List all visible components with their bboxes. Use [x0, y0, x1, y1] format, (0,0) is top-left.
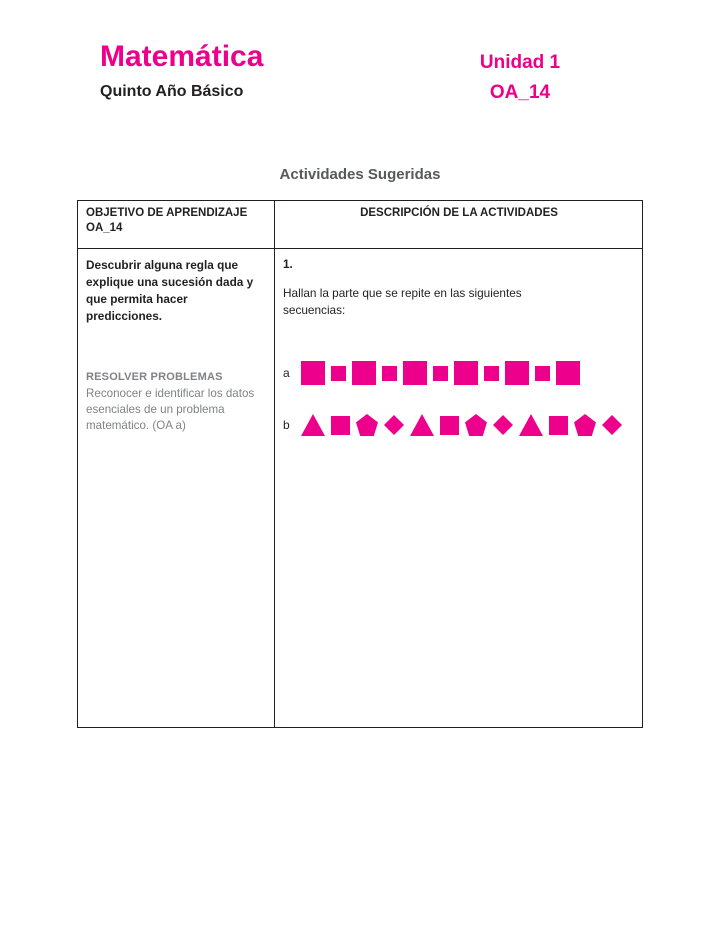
- square-icon: [556, 361, 580, 385]
- sequence-row-a: [283, 353, 580, 393]
- oa-code-label: OA_14: [489, 82, 551, 103]
- square-icon: [505, 361, 529, 385]
- skill-block: [86, 371, 266, 434]
- square-icon: [549, 416, 568, 435]
- pentagon-icon: [574, 414, 596, 436]
- unit-label: Unidad 1: [479, 52, 561, 73]
- diamond-icon: [602, 415, 622, 435]
- sequence-shapes-a: [301, 353, 580, 393]
- square-icon: [484, 366, 499, 381]
- activities-table: [77, 200, 643, 728]
- subject-title: Matemática: [100, 40, 264, 73]
- square-icon: [352, 361, 376, 385]
- square-icon: [535, 366, 550, 381]
- objective-text: Descubrir alguna regla que explique una sucesión dada y que permita hacer predicciones.: [86, 258, 254, 323]
- square-icon: [433, 366, 448, 381]
- section-heading: Actividades Sugeridas: [279, 166, 441, 183]
- diamond-icon: [384, 415, 404, 435]
- document-header: [0, 40, 720, 118]
- description-cell: [275, 249, 643, 728]
- subject-level: Quinto Año Básico: [100, 83, 244, 100]
- triangle-icon: [301, 414, 325, 436]
- activity-instruction: Hallan la parte que se repite en las siguientes secuencias:: [283, 286, 522, 317]
- square-icon: [454, 361, 478, 385]
- sequence-row-b: [283, 405, 622, 445]
- triangle-icon: [519, 414, 543, 436]
- sequence-label-b: b: [283, 418, 290, 432]
- triangle-icon: [410, 414, 434, 436]
- pentagon-icon: [465, 414, 487, 436]
- square-icon: [440, 416, 459, 435]
- square-icon: [331, 416, 350, 435]
- square-icon: [382, 366, 397, 381]
- table-header-objective: OBJETIVO DE APRENDIZAJE OA_14: [78, 201, 275, 248]
- skill-text: Reconocer e identificar los datos esenciales de un problema matemático. (OA a): [86, 387, 255, 432]
- square-icon: [403, 361, 427, 385]
- table-header-description: DESCRIPCIÓN DE LA ACTIVIDADES: [360, 207, 558, 219]
- skill-title: RESOLVER PROBLEMAS: [86, 371, 223, 383]
- pentagon-icon: [356, 414, 378, 436]
- square-icon: [331, 366, 346, 381]
- objective-cell: [78, 249, 275, 728]
- activity-number: 1.: [283, 257, 293, 271]
- sequence-label-a: a: [283, 366, 290, 380]
- square-icon: [301, 361, 325, 385]
- diamond-icon: [493, 415, 513, 435]
- table-header-row: [78, 201, 642, 249]
- sequence-shapes-b: [301, 405, 622, 445]
